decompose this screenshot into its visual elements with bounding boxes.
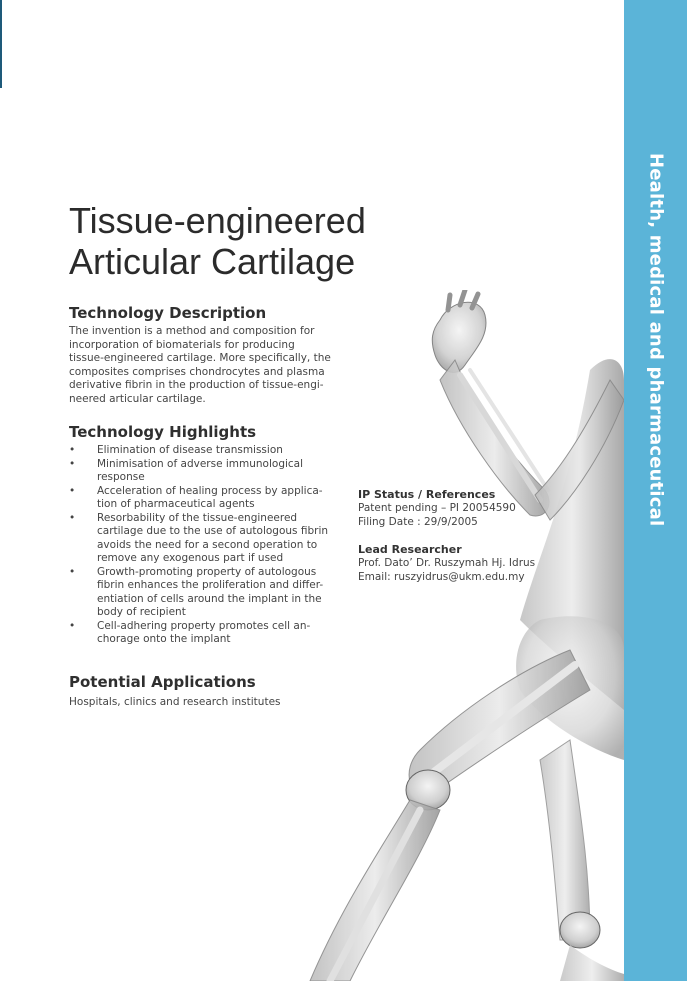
list-item bbox=[69, 566, 331, 620]
highlight-line: Resorbability of the tissue-engineered bbox=[97, 511, 298, 524]
technology-highlights-heading: Technology Highlights bbox=[69, 423, 257, 441]
highlight-line: body of recipient bbox=[97, 606, 186, 618]
category-side-tab bbox=[624, 0, 687, 981]
highlight-line: fibrin enhances the proliferation and differ- bbox=[97, 579, 324, 591]
technology-description-text bbox=[69, 325, 341, 406]
patent-status: Patent pending – PI 20054590 bbox=[358, 502, 516, 514]
highlight-line: Acceleration of healing process by applica- bbox=[97, 484, 323, 497]
list-item bbox=[69, 444, 331, 458]
highlight-line: entiation of cells around the implant in the bbox=[97, 592, 322, 605]
highlight-line: response bbox=[97, 471, 145, 483]
ip-status-section bbox=[358, 488, 588, 529]
potential-applications-heading: Potential Applications bbox=[69, 673, 256, 691]
lead-researcher-section bbox=[358, 543, 598, 584]
highlight-line: Growth-promoting property of autologous bbox=[97, 565, 317, 578]
highlights-list bbox=[69, 444, 331, 647]
technology-description-heading: Technology Description bbox=[69, 304, 267, 322]
filing-date: Filing Date : 29/9/2005 bbox=[358, 515, 478, 528]
description-line: tissue-engineered cartilage. More specifically, the bbox=[69, 352, 331, 364]
corner-mark bbox=[0, 0, 2, 88]
highlight-line: avoids the need for a second operation to bbox=[97, 538, 318, 551]
list-item bbox=[69, 458, 331, 485]
description-line: neered articular cartilage. bbox=[69, 392, 206, 405]
bullet-icon: • bbox=[69, 444, 76, 456]
list-item bbox=[69, 512, 331, 566]
description-line: incorporation of biomaterials for producing bbox=[69, 338, 295, 351]
highlight-line: remove any exogenous part if used bbox=[97, 552, 284, 564]
ip-status-heading: IP Status / References bbox=[358, 488, 496, 501]
highlight-line: Minimisation of adverse immunological bbox=[97, 457, 304, 470]
category-label: Health, medical and pharmaceutical bbox=[645, 153, 666, 527]
description-line: The invention is a method and composition for bbox=[69, 325, 315, 337]
list-item bbox=[69, 620, 331, 647]
researcher-name: Prof. Dato’ Dr. Ruszymah Hj. Idrus bbox=[358, 557, 536, 569]
highlight-line: cartilage due to the use of autologous fibrin bbox=[97, 525, 329, 537]
highlight-line: chorage onto the implant bbox=[97, 633, 231, 645]
bullet-icon: • bbox=[69, 484, 76, 497]
highlight-line: tion of pharmaceutical agents bbox=[97, 498, 255, 510]
researcher-email: Email: ruszyidrus@ukm.edu.my bbox=[358, 570, 525, 583]
highlight-line: Elimination of disease transmission bbox=[97, 444, 283, 456]
potential-applications-text: Hospitals, clinics and research institutes bbox=[69, 696, 281, 708]
bullet-icon: • bbox=[69, 457, 76, 470]
list-item bbox=[69, 485, 331, 512]
highlight-line: Cell-adhering property promotes cell an- bbox=[97, 619, 311, 632]
lead-researcher-heading: Lead Researcher bbox=[358, 543, 462, 556]
page-title bbox=[69, 200, 429, 282]
title-line-2: Articular Cartilage bbox=[69, 241, 356, 282]
title-line-1: Tissue-engineered bbox=[69, 200, 366, 241]
technology-description-section bbox=[69, 304, 341, 406]
bullet-icon: • bbox=[69, 511, 76, 524]
description-line: composites comprises chondrocytes and plasma bbox=[69, 365, 325, 378]
potential-applications-section bbox=[69, 673, 369, 710]
bullet-icon: • bbox=[69, 565, 76, 578]
technology-highlights-section bbox=[69, 423, 331, 647]
bullet-icon: • bbox=[69, 619, 76, 632]
description-line: derivative fibrin in the production of tissue-engi- bbox=[69, 379, 324, 391]
